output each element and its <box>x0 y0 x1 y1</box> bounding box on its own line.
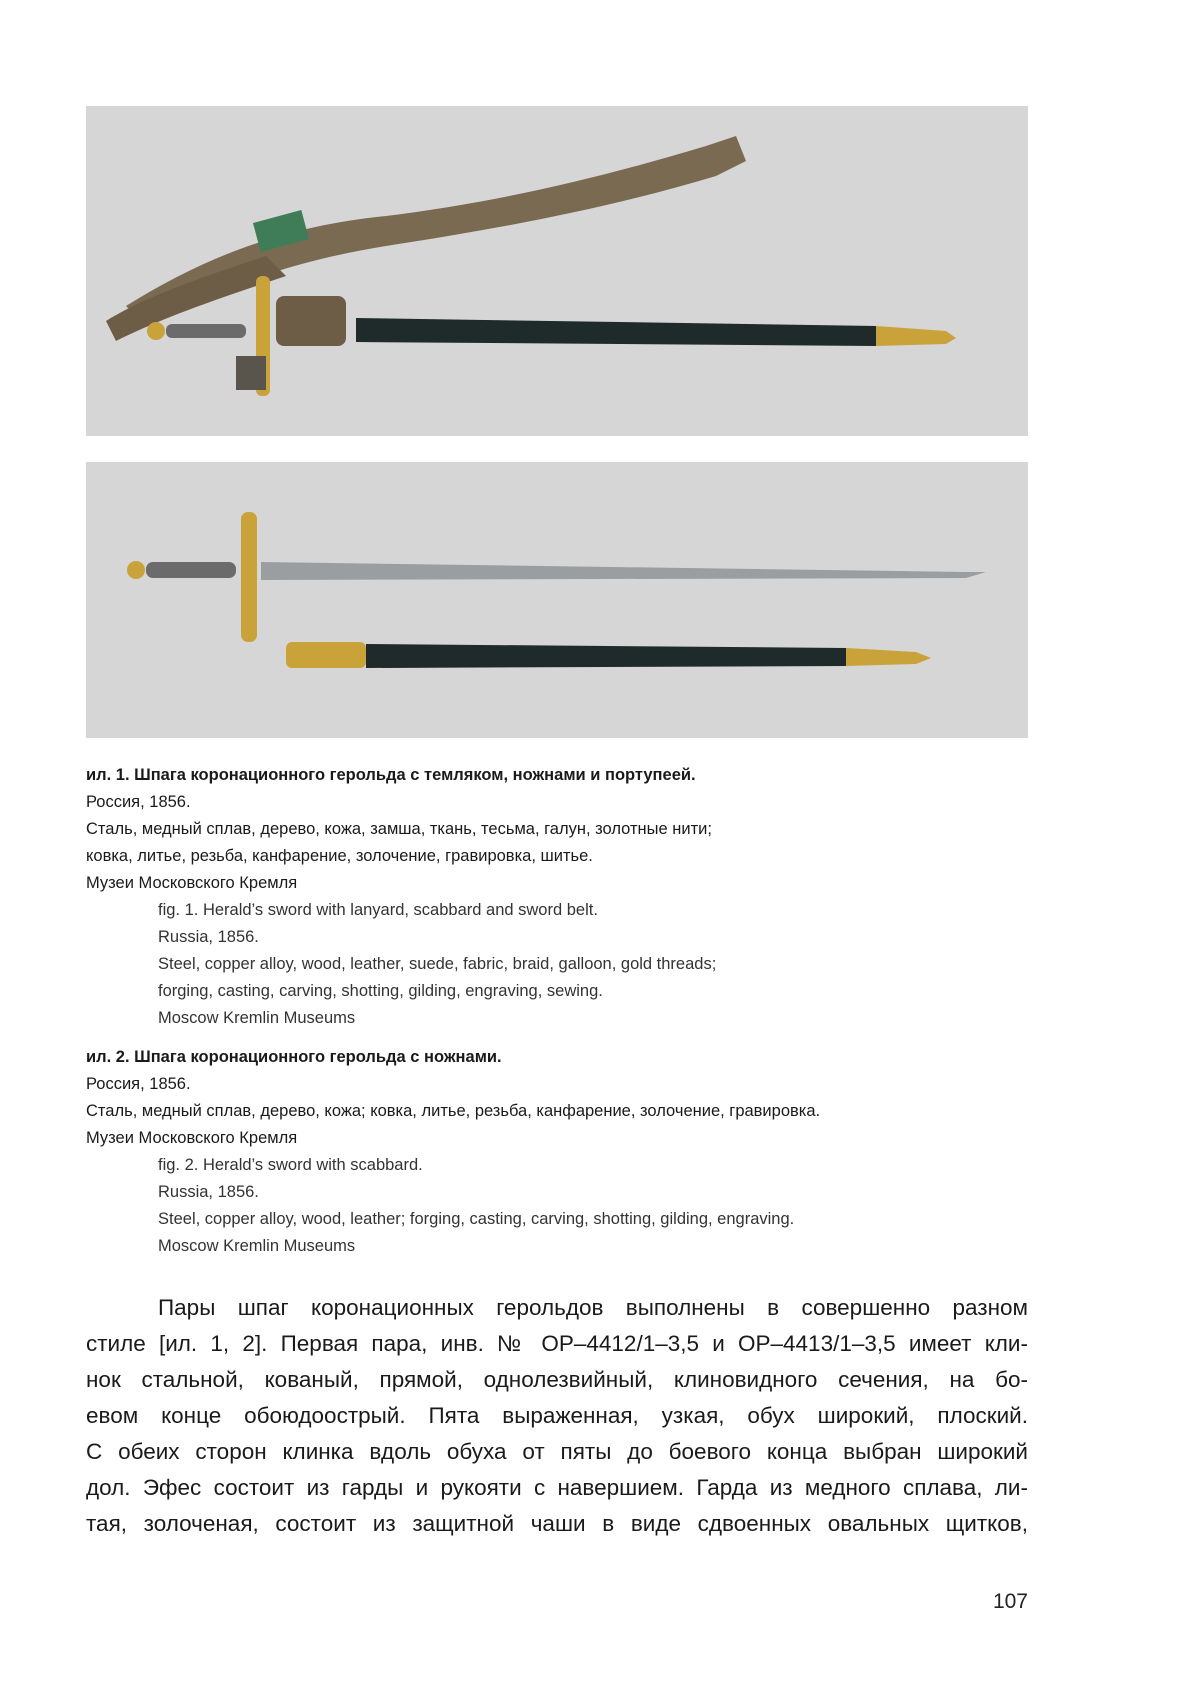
figure-1-caption <box>86 762 1046 1032</box>
caption-ru-line: Музеи Московского Кремля <box>86 874 298 892</box>
caption-en-line: fig. 2. Herald’s sword with scabbard. <box>158 1156 423 1174</box>
caption-en-line: Steel, copper alloy, wood, leather; forging, casting, carving, shotting, gilding, engraving. <box>158 1210 795 1228</box>
figure-1-photo <box>86 106 1028 436</box>
body-line: Пары шпаг коронационных герольдов выполнены в совершенно разном <box>158 1295 1028 1320</box>
caption-ru-title: ил. 1. Шпага коронационного герольда с темляком, ножнами и портупеей. <box>86 766 696 784</box>
caption-en-line: Russia, 1856. <box>158 928 259 946</box>
body-paragraph <box>86 1290 1028 1542</box>
sword-with-belt-illustration <box>86 106 1028 436</box>
caption-ru-line: Музеи Московского Кремля <box>86 1129 298 1147</box>
caption-en-line: forging, casting, carving, shotting, gilding, engraving, sewing. <box>158 982 603 1000</box>
body-line: тая, золоченая, состоит из защитной чаши в виде сдвоенных овальных щитков, <box>86 1511 1028 1536</box>
body-line: нок стальной, кованый, прямой, однолезвийный, клиновидного сечения, на бо- <box>86 1367 1028 1392</box>
body-line: С обеих сторон клинка вдоль обуха от пяты до боевого конца выбран широкий <box>86 1439 1028 1464</box>
figure-2-photo <box>86 462 1028 738</box>
figure-2-caption <box>86 1044 1046 1260</box>
caption-ru-line: ковка, литье, резьба, канфарение, золочение, гравировка, шитье. <box>86 847 593 865</box>
caption-en-line: Russia, 1856. <box>158 1183 259 1201</box>
caption-en-line: fig. 1. Herald’s sword with lanyard, scabbard and sword belt. <box>158 901 598 919</box>
caption-ru-title: ил. 2. Шпага коронационного герольда с ножнами. <box>86 1048 502 1066</box>
caption-en-line: Moscow Kremlin Museums <box>158 1009 356 1027</box>
page-number: 107 <box>992 1590 1028 1613</box>
body-line: дол. Эфес состоит из гарды и рукояти с навершием. Гарда из медного сплава, ли- <box>86 1475 1028 1500</box>
caption-en-line: Steel, copper alloy, wood, leather, suede, fabric, braid, galloon, gold threads; <box>158 955 717 973</box>
caption-ru-line: Россия, 1856. <box>86 1075 191 1093</box>
caption-ru-line: Сталь, медный сплав, дерево, кожа; ковка, литье, резьба, канфарение, золочение, гравировка. <box>86 1102 821 1120</box>
sword-and-scabbard-illustration <box>86 462 1028 738</box>
caption-ru-line: Сталь, медный сплав, дерево, кожа, замша, ткань, тесьма, галун, золотные нити; <box>86 820 712 838</box>
caption-en-line: Moscow Kremlin Museums <box>158 1237 356 1255</box>
body-line: евом конце обоюдоострый. Пята выраженная, узкая, обух широкий, плоский. <box>86 1403 1028 1428</box>
caption-ru-line: Россия, 1856. <box>86 793 191 811</box>
body-line: стиле [ил. 1, 2]. Первая пара, инв. № ОР–4412/1–3,5 и ОР–4413/1–3,5 имеет кли- <box>86 1331 1028 1356</box>
